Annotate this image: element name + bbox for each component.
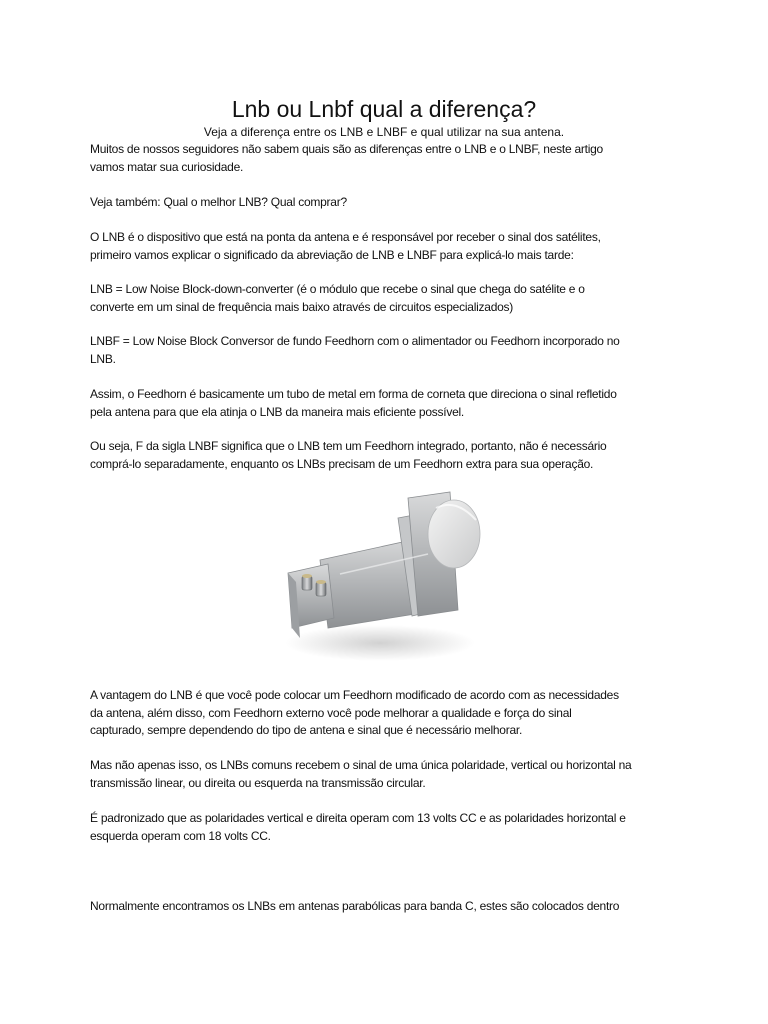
paragraph-line: LNBF = Low Noise Block Conversor de fundo Feedhorn com o alimentador ou Feedhorn incorporado no — [90, 334, 620, 348]
paragraph-line: esquerda operam com 18 volts CC. — [90, 828, 271, 843]
lnb-device-image — [280, 478, 490, 678]
paragraph-line: Normalmente encontramos os LNBs em antenas parabólicas para banda C, estes são colocados dentro — [90, 899, 620, 913]
paragraph-lnbf-meaning — [90, 438, 690, 473]
paragraph-c-band — [90, 898, 690, 916]
paragraph-intro — [90, 141, 690, 176]
paragraph-line: É padronizado que as polaridades vertical e direita operam com 13 volts CC e as polaridades horizontal e — [90, 811, 626, 825]
paragraph-lnb-acronym — [90, 281, 690, 316]
paragraph-line: comprá-lo separadamente, enquanto os LNBs precisam de um Feedhorn extra para sua operação. — [90, 456, 594, 471]
paragraph-line: Assim, o Feedhorn é basicamente um tubo de metal em forma de corneta que direciona o sinal refletido — [90, 387, 617, 401]
paragraph-feedhorn — [90, 386, 690, 421]
paragraph-line: vamos matar sua curiosidade. — [90, 159, 244, 174]
paragraph-line: Muitos de nossos seguidores não sabem quais são as diferenças entre o LNB e o LNBF, neste artigo — [90, 142, 603, 156]
paragraph-line: Veja também: Qual o melhor LNB? Qual comprar? — [90, 195, 347, 209]
paragraph-line: da antena, além disso, com Feedhorn externo você pode melhorar a qualidade e força do sinal — [90, 705, 572, 720]
paragraph-see-also — [90, 194, 690, 212]
paragraph-line: pela antena para que ela atinja o LNB da maneira mais eficiente possível. — [90, 404, 464, 419]
paragraph-lnb-definition — [90, 229, 690, 264]
paragraph-polarity — [90, 757, 690, 792]
paragraph-line: LNB. — [90, 351, 116, 366]
paragraph-line: LNB = Low Noise Block-down-converter (é o módulo que recebe o sinal que chega do satélite e o — [90, 282, 585, 296]
paragraph-line: capturado, sempre dependendo do tipo de antena e sinal que é necessário melhorar. — [90, 723, 523, 737]
paragraph-line: Ou seja, F da sigla LNBF significa que o LNB tem um Feedhorn integrado, portanto, não é necessário — [90, 439, 607, 453]
paragraph-line: transmissão linear, ou direita ou esquerda na transmissão circular. — [90, 775, 426, 790]
page-title: Lnb ou Lnbf qual a diferença? — [231, 96, 537, 122]
paragraph-line: primeiro vamos explicar o significado da abreviação de LNB e LNBF para explicá-lo mais tarde: — [90, 247, 574, 262]
paragraph-line: Mas não apenas isso, os LNBs comuns recebem o sinal de uma única polaridade, vertical ou horizontal na — [90, 758, 632, 772]
paragraph-line: O LNB é o dispositivo que está na ponta da antena e é responsável por receber o sinal dos satélites, — [90, 230, 601, 244]
paragraph-line: A vantagem do LNB é que você pode colocar um Feedhorn modificado de acordo com as necessidades — [90, 688, 619, 702]
paragraph-lnbf-acronym — [90, 333, 690, 368]
paragraph-lnb-advantage — [90, 687, 690, 740]
paragraph-line: converte em um sinal de frequência mais baixo através de circuitos especializados) — [90, 299, 514, 314]
page-subtitle: Veja a diferença entre os LNB e LNBF e qual utilizar na sua antena. — [203, 125, 565, 139]
paragraph-voltage — [90, 810, 690, 845]
